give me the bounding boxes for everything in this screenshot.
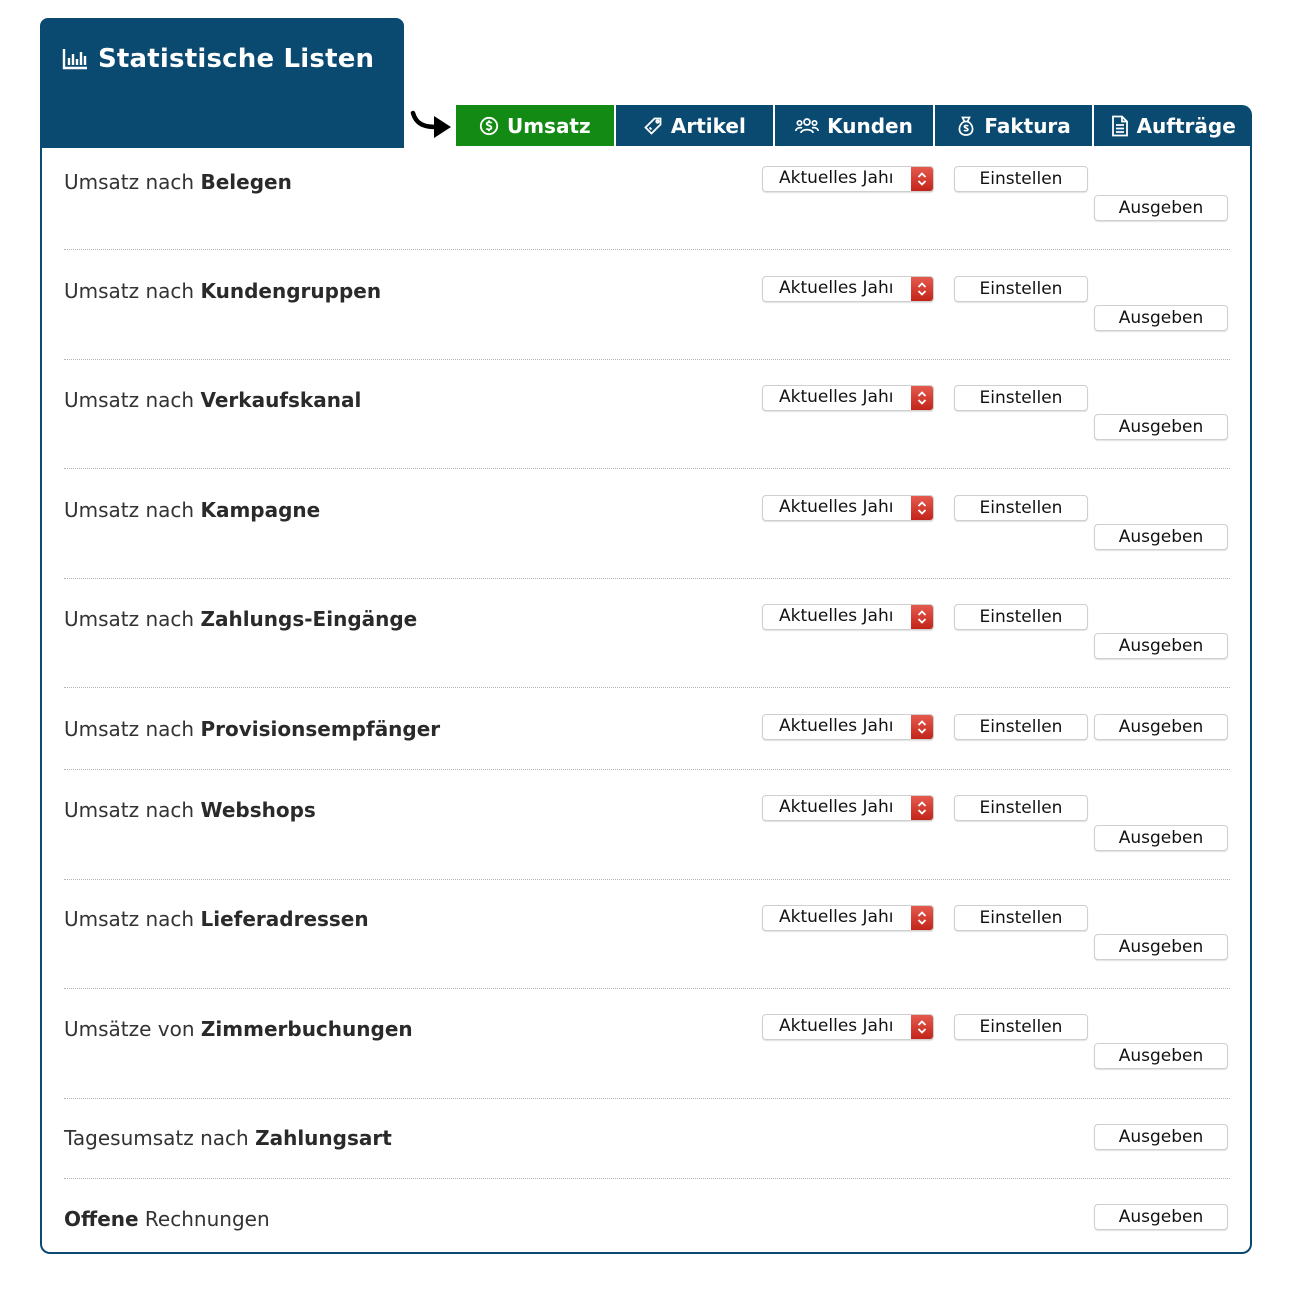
row-label: Umsätze von Zimmerbuchungen [64,1017,413,1041]
ausgeben-button[interactable]: Ausgeben [1094,714,1228,740]
list-item-umsatz-lieferadressen [64,879,1230,989]
row-label: Offene Rechnungen [64,1207,270,1231]
list-item-tagesumsatz-zahlungsart [64,1098,1230,1179]
row-label: Umsatz nach Zahlungs-Eingänge [64,607,418,631]
period-select[interactable]: Aktuelles Jahı [762,795,934,821]
list-item-umsatz-kundengruppen [64,249,1230,360]
tab-kunden[interactable] [773,105,933,146]
einstellen-button[interactable]: Einstellen [954,795,1088,821]
list-item-umsatz-verkaufskanal [64,359,1230,469]
page-title: Statistische Listen [98,44,375,74]
tab-label: Umsatz [506,113,591,138]
tab-label: Faktura [984,113,1071,138]
einstellen-button[interactable]: Einstellen [954,276,1088,302]
row-label: Tagesumsatz nach Zahlungsart [64,1126,392,1150]
select-arrows-icon [911,167,933,191]
tab-artikel[interactable] [614,105,774,146]
period-select[interactable]: Aktuelles Jahı [762,385,934,411]
einstellen-button[interactable]: Einstellen [954,905,1088,931]
select-arrows-icon [911,1015,933,1039]
row-label: Umsatz nach Kampagne [64,498,321,522]
tab-umsatz[interactable] [456,105,614,146]
ausgeben-button[interactable]: Ausgeben [1094,1124,1228,1150]
einstellen-button[interactable]: Einstellen [954,495,1088,521]
list-item-umsaetze-zimmerbuchungen [64,988,1230,1099]
row-label: Umsatz nach Verkaufskanal [64,388,362,412]
list-item-offene-rechnungen [64,1178,1230,1254]
ausgeben-button[interactable]: Ausgeben [1094,1204,1228,1230]
document-icon [1111,115,1129,137]
select-arrows-icon [911,715,933,739]
ausgeben-button[interactable]: Ausgeben [1094,633,1228,659]
bar-chart-icon [62,48,88,70]
tab-label: Kunden [827,113,913,138]
list-item-umsatz-belegen [64,146,1230,250]
list-item-umsatz-zahlungs-eingaenge [64,578,1230,688]
select-arrows-icon [911,605,933,629]
tab-auftraege[interactable] [1092,105,1252,146]
ausgeben-button[interactable]: Ausgeben [1094,934,1228,960]
ausgeben-button[interactable]: Ausgeben [1094,305,1228,331]
money-bag-icon [956,115,976,137]
tab-faktura[interactable] [933,105,1093,146]
einstellen-button[interactable]: Einstellen [954,604,1088,630]
row-label: Umsatz nach Kundengruppen [64,279,382,303]
einstellen-button[interactable]: Einstellen [954,714,1088,740]
dollar-circle-icon [479,116,499,136]
row-label: Umsatz nach Lieferadressen [64,907,369,931]
einstellen-button[interactable]: Einstellen [954,1014,1088,1040]
select-arrows-icon [911,496,933,520]
select-arrows-icon [911,386,933,410]
period-select[interactable]: Aktuelles Jahı [762,604,934,630]
row-label: Umsatz nach Webshops [64,798,316,822]
tag-icon [643,116,663,136]
ausgeben-button[interactable]: Ausgeben [1094,825,1228,851]
select-arrows-icon [911,906,933,930]
ausgeben-button[interactable]: Ausgeben [1094,195,1228,221]
ausgeben-button[interactable]: Ausgeben [1094,524,1228,550]
select-arrows-icon [911,796,933,820]
row-label: Umsatz nach Provisionsempfänger [64,717,441,741]
pointer-arrow-icon [410,108,454,146]
period-select[interactable]: Aktuelles Jahı [762,166,934,192]
list-item-umsatz-webshops [64,769,1230,880]
einstellen-button[interactable]: Einstellen [954,385,1088,411]
list-item-umsatz-provisionsempfaenger [64,687,1230,770]
ausgeben-button[interactable]: Ausgeben [1094,1043,1228,1069]
tab-bar [456,105,1252,146]
period-select[interactable]: Aktuelles Jahı [762,714,934,740]
period-select[interactable]: Aktuelles Jahı [762,905,934,931]
einstellen-button[interactable]: Einstellen [954,166,1088,192]
ausgeben-button[interactable]: Ausgeben [1094,414,1228,440]
title-tab [40,18,404,148]
row-label: Umsatz nach Belegen [64,170,292,194]
select-arrows-icon [911,277,933,301]
users-icon [795,116,819,136]
tab-label: Artikel [670,113,746,138]
tab-label: Aufträge [1136,113,1236,138]
period-select[interactable]: Aktuelles Jahı [762,276,934,302]
period-select[interactable]: Aktuelles Jahı [762,495,934,521]
page-title-wrap [62,44,374,74]
period-select[interactable]: Aktuelles Jahı [762,1014,934,1040]
statistics-panel [40,146,1252,1254]
list-item-umsatz-kampagne [64,468,1230,579]
